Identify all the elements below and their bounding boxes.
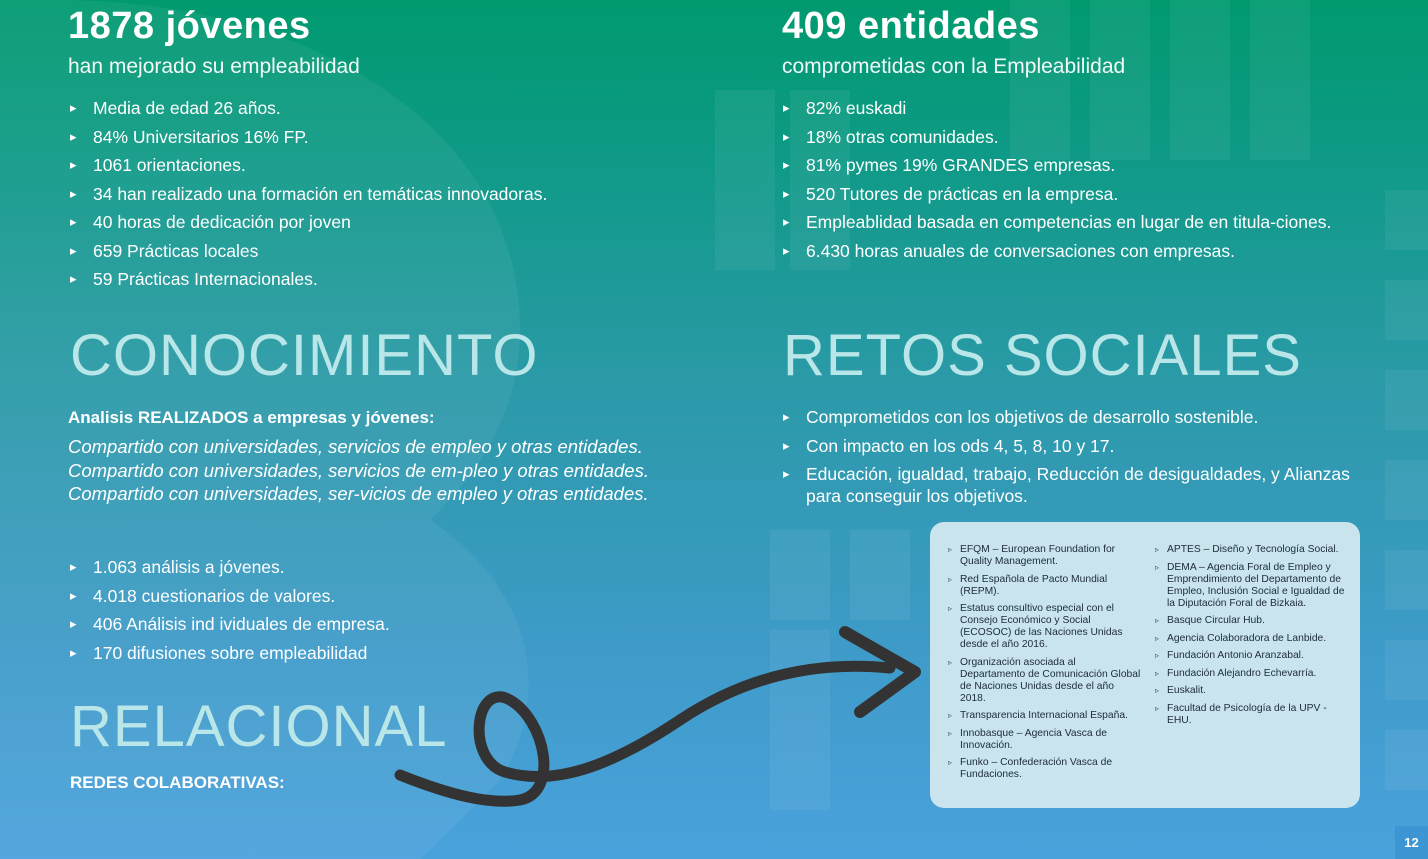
list-item: ▹ APTES – Diseño y Tecnología Social.	[1153, 544, 1348, 556]
list-item: ▸ 4.018 cuestionarios de valores.	[70, 585, 670, 607]
list-item: ▸ 1061 orientaciones.	[70, 154, 690, 176]
swirl-arrow-icon	[390, 620, 930, 820]
list-item: ▹ DEMA – Agencia Foral de Empleo y Emprendimiento del Departamento de Empleo, Inclusión Social e Igualdad de la Diputación Foral de Bizkaia.	[1153, 562, 1348, 610]
list-item: ▸ 170 difusiones sobre empleabilidad	[70, 642, 670, 664]
networks-list-right	[1153, 544, 1348, 732]
youth-stats-list	[70, 97, 690, 297]
social-challenges-list	[783, 406, 1363, 514]
page-number: 12	[1395, 826, 1428, 859]
list-item: ▸ Empleablidad basada en competencias en lugar de en titula-ciones.	[783, 211, 1363, 233]
analysis-label: Analisis REALIZADOS a empresas y jóvenes:	[68, 408, 435, 427]
list-item: ▸ 406 Análisis ind ividuales de empresa.	[70, 613, 670, 635]
entities-count-headline: 409 entidades	[782, 5, 1040, 47]
list-item: ▹ Euskalit.	[1153, 685, 1348, 697]
list-item: ▹ Facultad de Psicología de la UPV - EHU.	[1153, 703, 1348, 727]
list-item: ▹ Agencia Colaboradora de Lanbide.	[1153, 633, 1348, 645]
list-item: ▸ 81% pymes 19% GRANDES empresas.	[783, 154, 1363, 176]
entities-stats-list	[783, 97, 1363, 268]
list-item: ▸ 59 Prácticas Internacionales.	[70, 268, 690, 290]
list-item: ▸ 1.063 análisis a jóvenes.	[70, 556, 670, 578]
list-item: ▸ 659 Prácticas locales	[70, 240, 690, 262]
youth-subheadline: han mejorado su empleabilidad	[68, 55, 360, 78]
section-title-retos-sociales: RETOS SOCIALES	[783, 323, 1302, 388]
list-item: ▹ Estatus consultivo especial con el Consejo Económico y Social (ECOSOC) de las Naciones Unidas desde el año 2016.	[946, 603, 1141, 651]
list-item: ▸ 34 han realizado una formación en temáticas innovadoras.	[70, 183, 690, 205]
list-item: ▹ Funko – Confederación Vasca de Fundaciones.	[946, 757, 1141, 781]
youth-count-headline: 1878 jóvenes	[68, 5, 311, 47]
list-item: ▹ EFQM – European Foundation for Quality Management.	[946, 544, 1141, 568]
collaborative-networks-card	[930, 522, 1360, 808]
list-item: ▹ Red Española de Pacto Mundial (REPM).	[946, 574, 1141, 598]
entities-subheadline: comprometidas con la Empleabilidad	[782, 55, 1126, 78]
list-item: ▹ Fundación Antonio Aranzabal.	[1153, 650, 1348, 662]
list-item: ▹ Innobasque – Agencia Vasca de Innovación.	[946, 728, 1141, 752]
section-title-relacional: RELACIONAL	[70, 694, 448, 759]
list-item: ▸ 84% Universitarios 16% FP.	[70, 126, 690, 148]
section-title-conocimiento: CONOCIMIENTO	[70, 323, 539, 388]
list-item: ▸ Educación, igualdad, trabajo, Reducción de desigualdades, y Alianzas para conseguir los objetivos.	[783, 463, 1363, 507]
list-item: ▸ Con impacto en los ods 4, 5, 8, 10 y 17.	[783, 435, 1363, 457]
list-item: ▸ 82% euskadi	[783, 97, 1363, 119]
list-item: ▸ 40 horas de dedicación por joven	[70, 211, 690, 233]
networks-list-left	[946, 544, 1141, 787]
analysis-paragraph: Compartido con universidades, servicios de empleo y otras entidades. Compartido con universidades, servicios de em-pleo y otras entidades. Compartido con universidades, ser-vicios de empleo y otras entidades.	[68, 436, 649, 504]
list-item: ▹ Fundación Alejandro Echevarría.	[1153, 668, 1348, 680]
list-item: ▹ Transparencia Internacional España.	[946, 710, 1141, 722]
list-item: ▹ Basque Circular Hub.	[1153, 615, 1348, 627]
list-item: ▹ Organización asociada al Departamento de Comunicación Global de Naciones Unidas desde el año 2018.	[946, 657, 1141, 705]
networks-label: REDES COLABORATIVAS:	[70, 773, 285, 792]
list-item: ▸ Comprometidos con los objetivos de desarrollo sostenible.	[783, 406, 1363, 428]
list-item: ▸ Media de edad 26 años.	[70, 97, 690, 119]
list-item: ▸ 18% otras comunidades.	[783, 126, 1363, 148]
list-item: ▸ 520 Tutores de prácticas en la empresa.	[783, 183, 1363, 205]
list-item: ▸ 6.430 horas anuales de conversaciones con empresas.	[783, 240, 1363, 262]
